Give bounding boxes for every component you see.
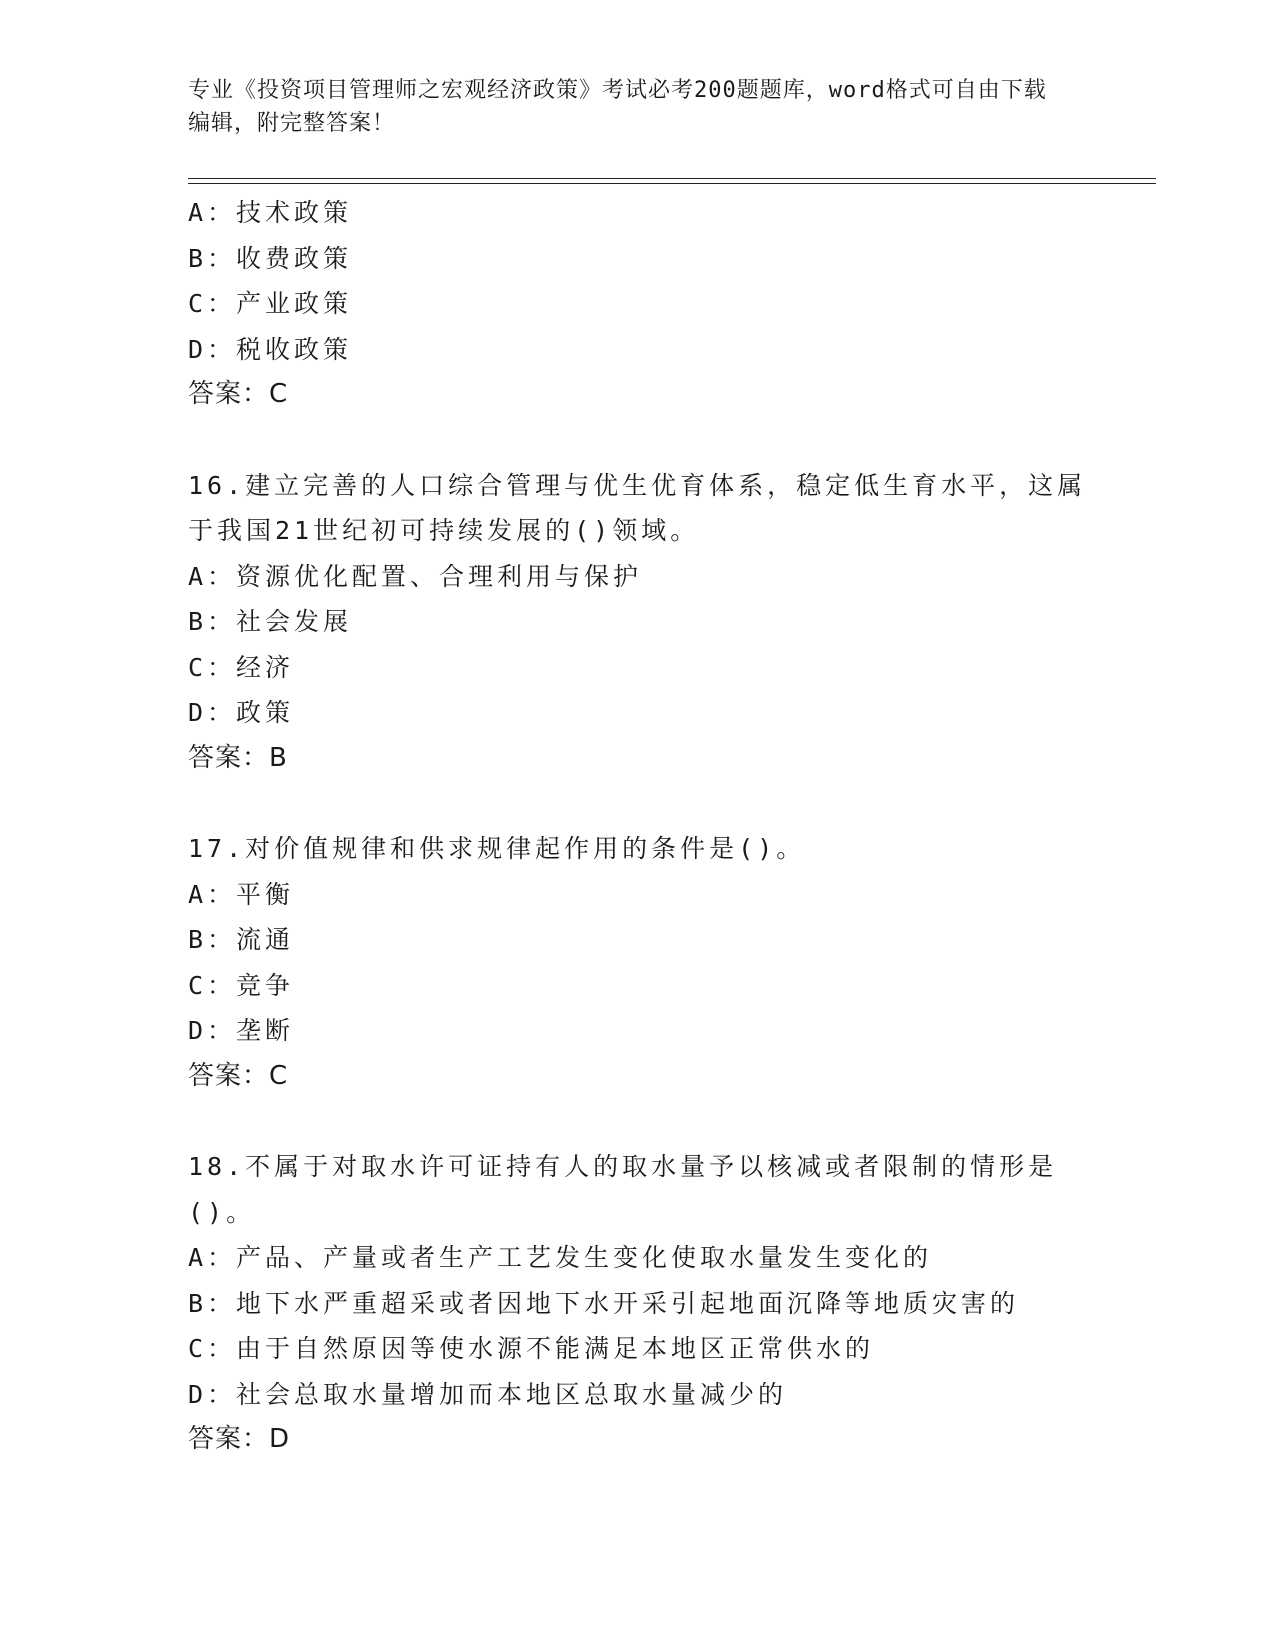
option-c: C：由于自然原因等使水源不能满足本地区正常供水的 — [188, 1334, 875, 1363]
answer-line: 答案：C — [188, 379, 289, 409]
header-rule-bottom — [188, 183, 1156, 184]
question-text: 17.对价值规律和供求规律起作用的条件是()。 — [188, 834, 806, 863]
option-a: A：技术政策 — [188, 198, 353, 227]
option-b: B：收费政策 — [188, 243, 353, 273]
question-block-16 — [188, 463, 1088, 782]
option-b: B：社会发展 — [188, 607, 353, 636]
question-block-15 — [188, 190, 1088, 418]
option-d: D：社会总取水量增加而本地区总取水量减少的 — [188, 1379, 788, 1409]
option-d: D：政策 — [188, 698, 295, 727]
question-block-18 — [188, 1144, 1088, 1463]
option-d: D：垄断 — [188, 1016, 295, 1045]
question-text: 16.建立完善的人口综合管理与优生优育体系，稳定低生育水平，这属于我国21世纪初可持续发展的()领域。 — [188, 470, 1087, 545]
document-header: 专业《投资项目管理师之宏观经济政策》考试必考200题题库，word格式可自由下载编辑，附完整答案！ — [188, 78, 1047, 136]
option-c: C：产业政策 — [188, 289, 353, 318]
answer-line: 答案：C — [188, 1060, 289, 1091]
option-c: C：经济 — [188, 652, 295, 682]
option-b: B：地下水严重超采或者因地下水开采引起地面沉降等地质灾害的 — [188, 1288, 1020, 1318]
answer-line: 答案：D — [188, 1424, 291, 1454]
option-a: A：平衡 — [188, 879, 295, 909]
option-b: B：流通 — [188, 925, 295, 954]
answer-line: 答案：B — [188, 742, 288, 773]
option-d: D：税收政策 — [188, 334, 353, 364]
question-text: 18.不属于对取水许可证持有人的取水量予以核减或者限制的情形是()。 — [188, 1152, 1058, 1227]
option-c: C：竞争 — [188, 970, 295, 1000]
option-a: A：资源优化配置、合理利用与保护 — [188, 561, 643, 591]
question-list — [188, 190, 1088, 1463]
header-rule-top — [188, 178, 1156, 179]
option-a: A：产品、产量或者生产工艺发生变化使取水量发生变化的 — [188, 1243, 933, 1272]
question-block-17 — [188, 826, 1088, 1099]
